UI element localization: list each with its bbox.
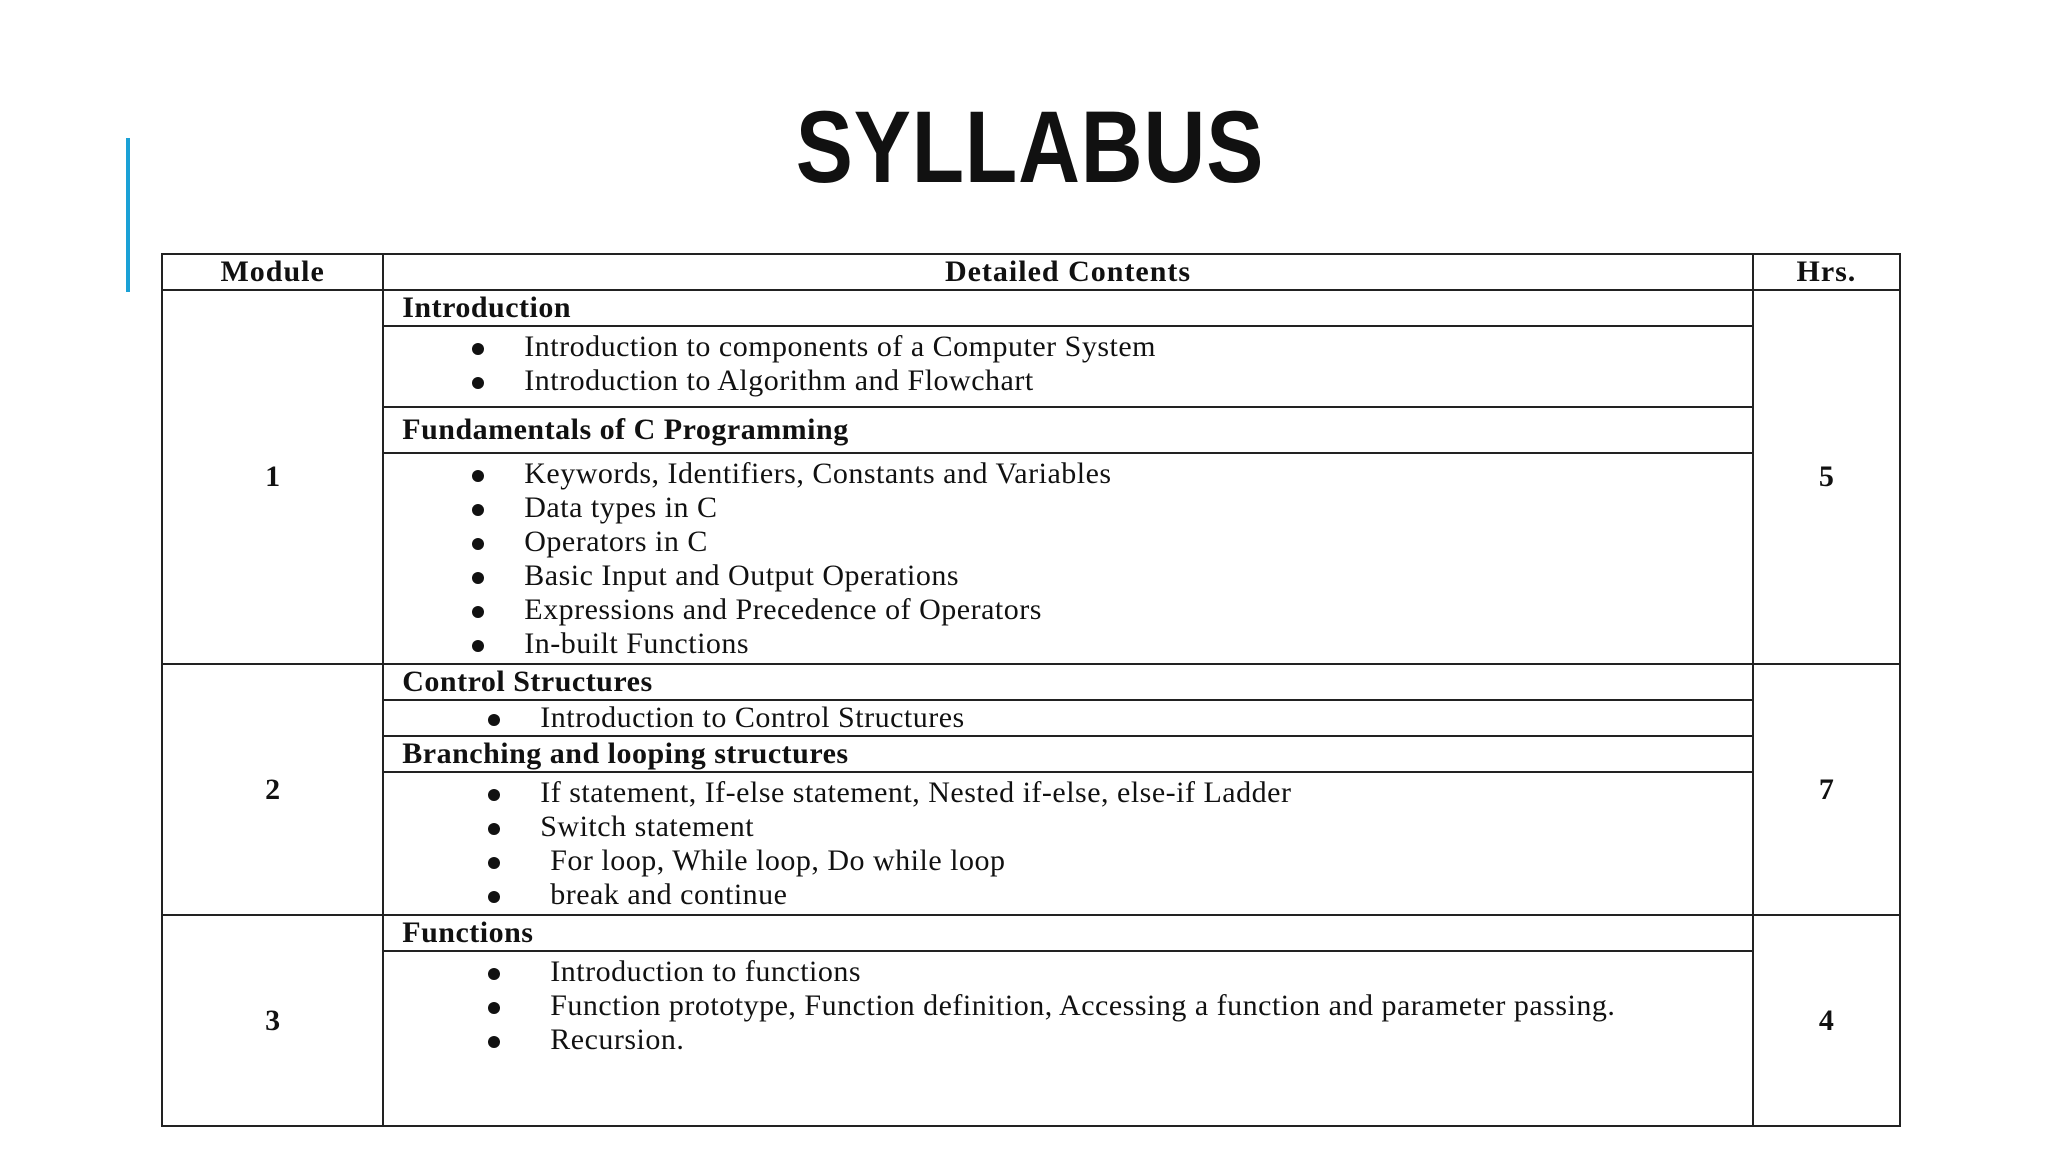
- module-hours: 7: [1753, 664, 1900, 915]
- bullet-icon: [472, 572, 484, 584]
- list-item: Function prototype, Function definition, Accessing a function and parameter passing.: [384, 989, 1752, 1023]
- accent-bar: [126, 138, 130, 292]
- header-contents: Detailed Contents: [383, 254, 1753, 290]
- module-contents: [383, 290, 1753, 664]
- list-item: Introduction to Algorithm and Flowchart: [384, 364, 1752, 398]
- section-items: [384, 772, 1752, 914]
- list-item: In-built Functions: [384, 627, 1752, 661]
- section-items: [384, 951, 1752, 1125]
- module-row-3: [162, 915, 1900, 1126]
- bullet-icon: [472, 470, 484, 482]
- module-hours: 4: [1753, 915, 1900, 1126]
- module-row-2: [162, 664, 1900, 915]
- bullet-icon: [472, 377, 484, 389]
- section-heading: Control Structures: [384, 665, 1752, 700]
- list-item: Introduction to components of a Computer System: [384, 330, 1752, 364]
- list-item: Operators in C: [384, 525, 1752, 559]
- syllabus-table: [161, 253, 1901, 1127]
- section-items: [384, 326, 1752, 407]
- slide-title: SYLLABUS: [795, 90, 1265, 204]
- contents-table: [384, 665, 1752, 914]
- header-module: Module: [162, 254, 383, 290]
- header-row: [162, 254, 1900, 290]
- list-item: Switch statement: [384, 810, 1752, 844]
- section-items: [384, 453, 1752, 663]
- section-heading: Branching and looping structures: [384, 736, 1752, 772]
- module-row-1: [162, 290, 1900, 664]
- bullet-icon: [488, 891, 500, 903]
- contents-table: [384, 916, 1752, 1125]
- bullet-icon: [472, 504, 484, 516]
- module-number: 2: [162, 664, 383, 915]
- bullet-icon: [488, 714, 500, 726]
- module-number: 1: [162, 290, 383, 664]
- bullet-icon: [488, 968, 500, 980]
- section-heading: Functions: [384, 916, 1752, 951]
- section-heading: Fundamentals of C Programming: [384, 407, 1752, 453]
- bullet-icon: [472, 640, 484, 652]
- bullet-icon: [472, 343, 484, 355]
- list-item: Introduction to functions: [384, 955, 1752, 989]
- contents-table: [384, 291, 1752, 663]
- bullet-icon: [488, 789, 500, 801]
- module-hours: 5: [1753, 290, 1900, 664]
- bullet-icon: [488, 1036, 500, 1048]
- section-heading: Introduction: [384, 291, 1752, 326]
- list-item: Keywords, Identifiers, Constants and Variables: [384, 457, 1752, 491]
- list-item: Data types in C: [384, 491, 1752, 525]
- bullet-icon: [488, 823, 500, 835]
- list-item: break and continue: [384, 878, 1752, 912]
- list-item: Introduction to Control Structures: [384, 701, 1752, 735]
- module-contents: [383, 664, 1753, 915]
- list-item: For loop, While loop, Do while loop: [384, 844, 1752, 878]
- bullet-icon: [472, 606, 484, 618]
- bullet-icon: [472, 538, 484, 550]
- module-contents: [383, 915, 1753, 1126]
- list-item: Expressions and Precedence of Operators: [384, 593, 1752, 627]
- syllabus-document: [161, 253, 1901, 1113]
- bullet-icon: [488, 857, 500, 869]
- list-item: Basic Input and Output Operations: [384, 559, 1752, 593]
- section-items: [384, 700, 1752, 736]
- list-item: If statement, If-else statement, Nested if-else, else-if Ladder: [384, 776, 1752, 810]
- list-item: Recursion.: [384, 1023, 1752, 1057]
- bullet-icon: [488, 1002, 500, 1014]
- module-number: 3: [162, 915, 383, 1126]
- header-hrs: Hrs.: [1753, 254, 1900, 290]
